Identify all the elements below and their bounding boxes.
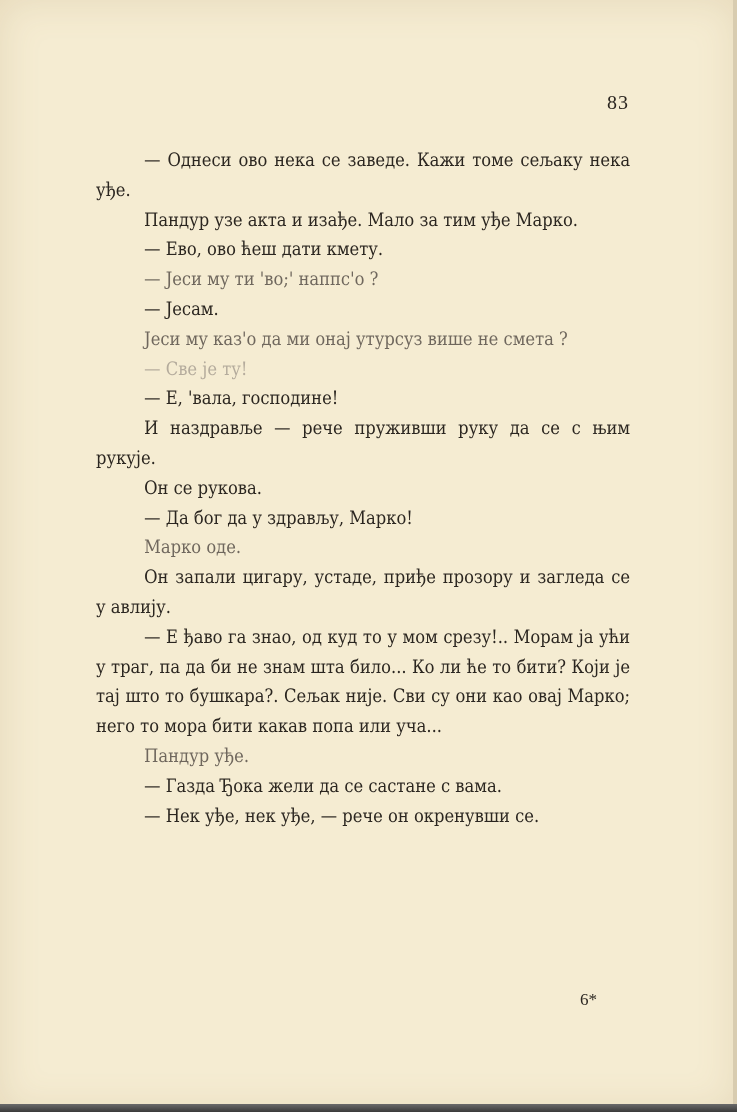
paragraph: — Нек уђе, нек уђе, — рече он окренувши се. (144, 804, 540, 827)
paragraph: — Да бог да у здрављу, Марко! (144, 506, 413, 529)
paragraph: — Све је ту! (144, 357, 248, 380)
paragraph: Он запали цигару, устаде, приђе прозору и загледа се у авлију. (96, 566, 631, 618)
page-number: 83 (607, 92, 629, 114)
paragraph: Јеси му каз'о да ми онај утурсуз више не смета ? (144, 327, 568, 350)
paragraph: — Газда Ђока жели да се састане с вама. (144, 774, 502, 797)
paragraph: И наздравље — рече пруживши руку да се с њим рукује. (96, 417, 631, 469)
paragraph: — Јесам. (144, 297, 219, 320)
paragraph: Пандур узе акта и изађе. Мало за тим уђе Марко. (144, 208, 578, 231)
paragraph: — Е ђаво га знао, од куд то у мом срезу!.. Морам ја ући у траг, па да би не знам шта било... Ко ли ће то бити? Који је тај што то бушкара?. Сељак није. Сви су они као овај Марко; него то мора бити какав попа или уча... (96, 625, 631, 738)
paragraph: Пандур уђе. (144, 744, 250, 767)
page-text (96, 146, 630, 831)
paragraph: — Ево, ово ћеш дати кмету. (144, 238, 384, 261)
printer-signature: 6* (580, 990, 597, 1009)
paragraph: Он се рукова. (144, 476, 262, 499)
scan-border (0, 1104, 737, 1112)
paragraph: Марко оде. (144, 536, 242, 559)
paragraph: — Јеси му ти 'во;' наппс'о ? (144, 268, 379, 291)
page-edge (733, 0, 737, 1112)
paragraph: — Однеси ово нека се заведе. Кажи томе сељаку нека уђе. (96, 149, 631, 201)
paragraph: — Е, 'вала, господине! (144, 387, 339, 410)
